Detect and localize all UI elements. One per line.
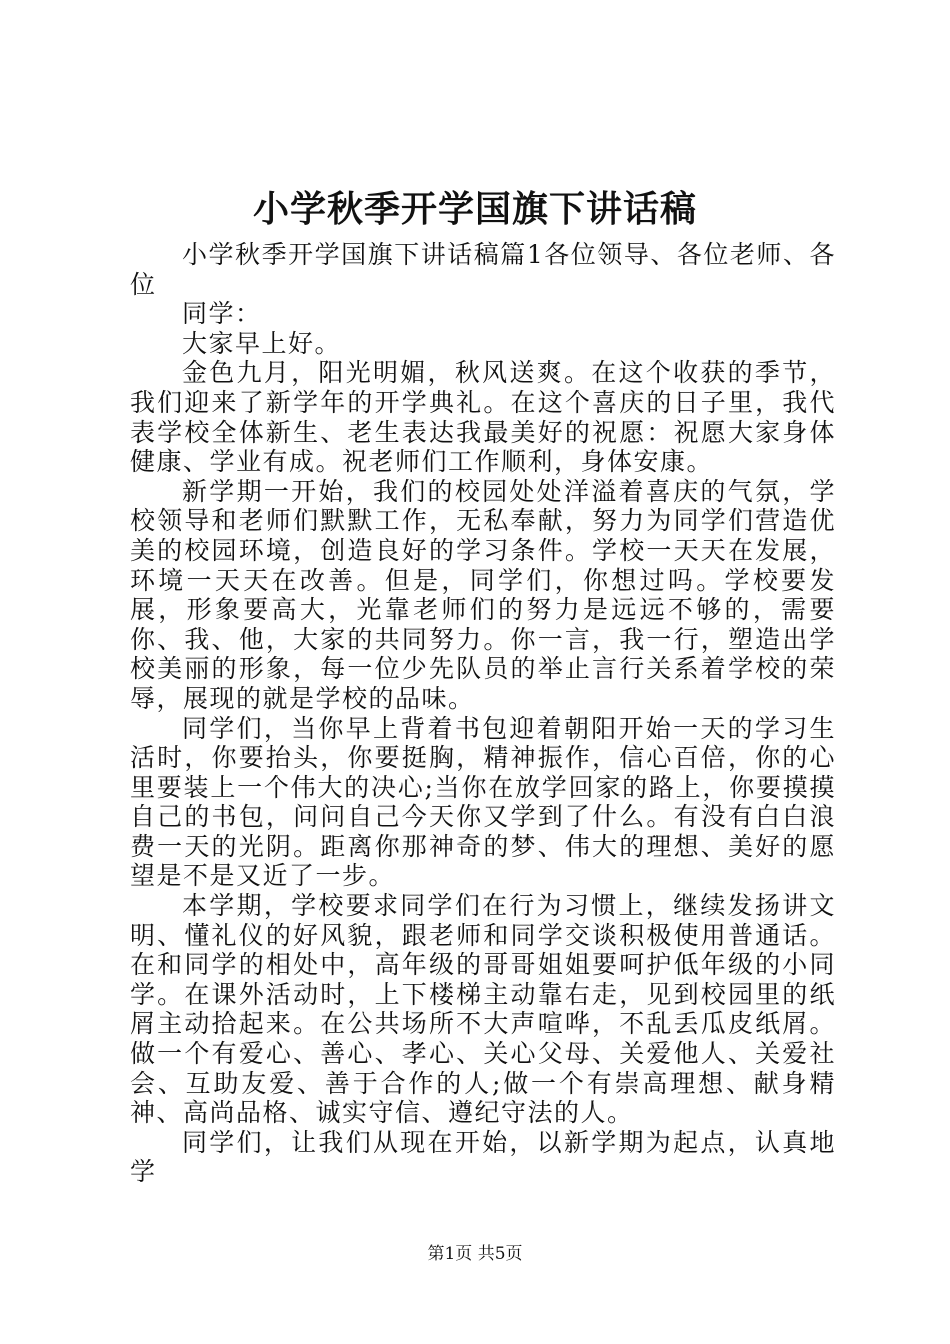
paragraph: 同学： <box>182 299 262 329</box>
document-body <box>130 240 836 1187</box>
page-footer: 第1页 共5页 <box>427 1244 523 1264</box>
paragraph: 金色九月，阳光明媚，秋风送爽。在这个收获的季节，我们迎来了新学年的开学典礼。在这个喜庆的日子里，我代表学校全体新生、老生表达我最美好的祝愿：祝愿大家身体健康、学业有成。祝老师们工作顺利，身体安康。 <box>130 358 836 477</box>
document-title: 小学秋季开学国旗下讲话稿 <box>252 188 697 230</box>
paragraph: 新学期一开始，我们的校园处处洋溢着喜庆的气氛，学校领导和老师们默默工作，无私奉献，努力为同学们营造优美的校园环境，创造良好的学习条件。学校一天天在发展，环境一天天在改善。但是，同学们，你想过吗。学校要发展，形象要高大，光靠老师们的努力是远远不够的，需要你、我、他，大家的共同努力。你一言，我一行，塑造出学校美丽的形象，每一位少先队员的举止言行关系着学校的荣辱，展现的就是学校的品味。 <box>130 476 836 713</box>
paragraph: 同学们，当你早上背着书包迎着朝阳开始一天的学习生活时，你要抬头，你要挺胸，精神振作，信心百倍，你的心里要装上一个伟大的决心;当你在放学回家的路上，你要摸摸自己的书包，问问自己今天你又学到了什么。有没有白白浪费一天的光阴。距离你那神奇的梦、伟大的理想、美好的愿望是不是又近了一步。 <box>130 713 836 891</box>
paragraph: 本学期，学校要求同学们在行为习惯上，继续发扬讲文明、懂礼仪的好风貌，跟老师和同学交谈积极使用普通话。在和同学的相处中，高年级的哥哥姐姐要呵护低年级的小同学。在课外活动时，上下楼梯主动靠右走，见到校园里的纸屑主动拾起来。在公共场所不大声喧哗，不乱丢瓜皮纸屑。做一个有爱心、善心、孝心、关心父母、关爱他人、关爱社会、互助友爱、善于合作的人;做一个有崇高理想、献身精神、高尚品格、诚实守信、遵纪守法的人。 <box>130 891 836 1128</box>
paragraph: 小学秋季开学国旗下讲话稿篇1各位领导、各位老师、各位 <box>130 240 836 299</box>
paragraph: 同学们，让我们从现在开始，以新学期为起点，认真地学 <box>130 1127 836 1187</box>
paragraph: 大家早上好。 <box>182 328 342 358</box>
